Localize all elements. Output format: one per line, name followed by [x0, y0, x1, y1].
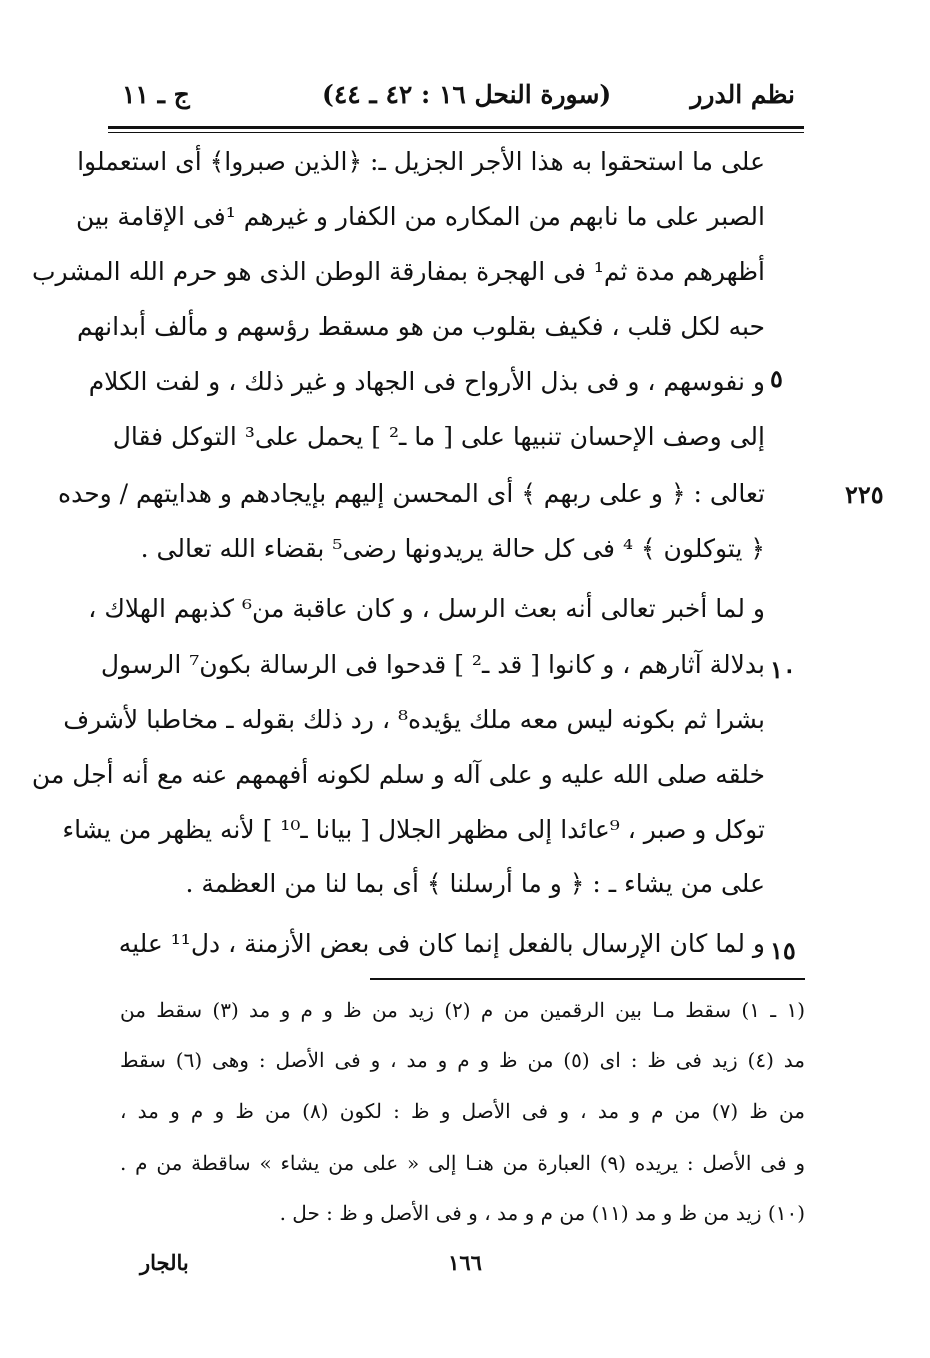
- line-number: ١٥: [770, 936, 796, 965]
- text-line: بشرا ثم بكونه ليس معه ملك يؤيده⁸ ، رد ذلك بقوله ـ مخاطبا لأشرف: [63, 705, 765, 734]
- footnote-line: مد (٤) زيد فى ظ : اى (٥) من ظ و م و مد ، و فى الأصل : وهى (٦) سقط: [120, 1048, 805, 1072]
- text-line: تعالى : ﴿ و على ربهم ﴾ أى المحسن إليهم بإيجادهم و هدايتهم / وحده: [57, 479, 765, 508]
- text-line: على من يشاء ـ : ﴿ و ما أرسلنا ﴾ أى بما لنا من العظمة .: [185, 869, 765, 898]
- line-number: ٥: [770, 364, 783, 393]
- text-line: على ما استحقوا به هذا الأجر الجزيل ـ: ﴿الذين صبروا﴾ أى استعملوا: [77, 147, 765, 176]
- volume-number: ج ـ ١١: [122, 80, 190, 109]
- text-line: خلقه صلى الله عليه و على آله و سلم لكونه أفهمهم عنه مع أنه أجل من: [31, 760, 765, 789]
- text-line: أظهرهم مدة ثم¹ فى الهجرة بمفارقة الوطن الذى هو حرم الله المشرب: [31, 257, 765, 286]
- footnote-line: من ظ (٧) من م و مد ، و فى الأصل و ظ : لكون (٨) من ظ و م و مد ،: [120, 1099, 805, 1123]
- footnote-rule: [370, 978, 805, 980]
- header-rule-thin: [108, 132, 804, 133]
- line-number: ١٠: [770, 655, 796, 684]
- running-title: نظم الدرر: [690, 80, 795, 109]
- text-line: و لما كان الإرسال بالفعل إنما كان فى بعض الأزمنة ، دل¹¹ عليه: [118, 929, 765, 958]
- catchword: بالجار: [140, 1250, 189, 1275]
- footnote-line: (١٠) زيد من ظ و مد (١١) من م و مد ، و فى الأصل و ظ : حل .: [279, 1201, 805, 1225]
- text-line: ﴿ يتوكلون ﴾ ⁴ فى كل حالة يريدونها رضى⁵ بقضاء الله تعالى .: [140, 534, 765, 563]
- text-line: و نفوسهم ، و فى بذل الأرواح فى الجهاد و غير ذلك ، و لفت الكلام: [88, 367, 765, 396]
- text-line: حبه لكل قلب ، فكيف بقلوب من هو مسقط رؤسهم و مألف أبدانهم: [77, 312, 765, 341]
- text-line: الصبر على ما نابهم من المكاره من الكفار و غيرهم ¹فى الإقامة بين: [75, 202, 765, 231]
- surah-reference: (سورة النحل ١٦ : ٤٢ ـ ٤٤): [322, 80, 612, 109]
- text-line: إلى وصف الإحسان تنبيها على [ ما ـ² ] يحمل على³ التوكل فقال: [112, 422, 765, 451]
- footnote-line: (١ ـ ١) سقط مـا بين الرقمين من م (٢) زيد من ظ و م و مد (٣) سقط من: [120, 998, 806, 1022]
- page-number: ١٦٦: [448, 1250, 482, 1275]
- text-line: توكل و صبر ، ⁹عائدا إلى مظهر الجلال [ بيانا ـ¹⁰ ] لأنه يظهر من يشاء: [62, 815, 765, 844]
- footnote-line: و فى الأصل : يريده (٩) العبارة من هنـا إلى « على من يشاء » ساقطة من م .: [120, 1151, 806, 1175]
- header-rule-thick: [108, 126, 804, 129]
- text-line: و لما أخبر تعالى أنه بعث الرسل ، و كان عاقبة من⁶ كذبهم الهلاك ،: [88, 594, 765, 623]
- text-line: بدلالة آثارهم ، و كانوا [ قد ـ² ] قدحوا فى الرسالة بكون⁷ الرسول: [100, 650, 765, 679]
- edition-page-number: ٢٢٥: [845, 480, 884, 509]
